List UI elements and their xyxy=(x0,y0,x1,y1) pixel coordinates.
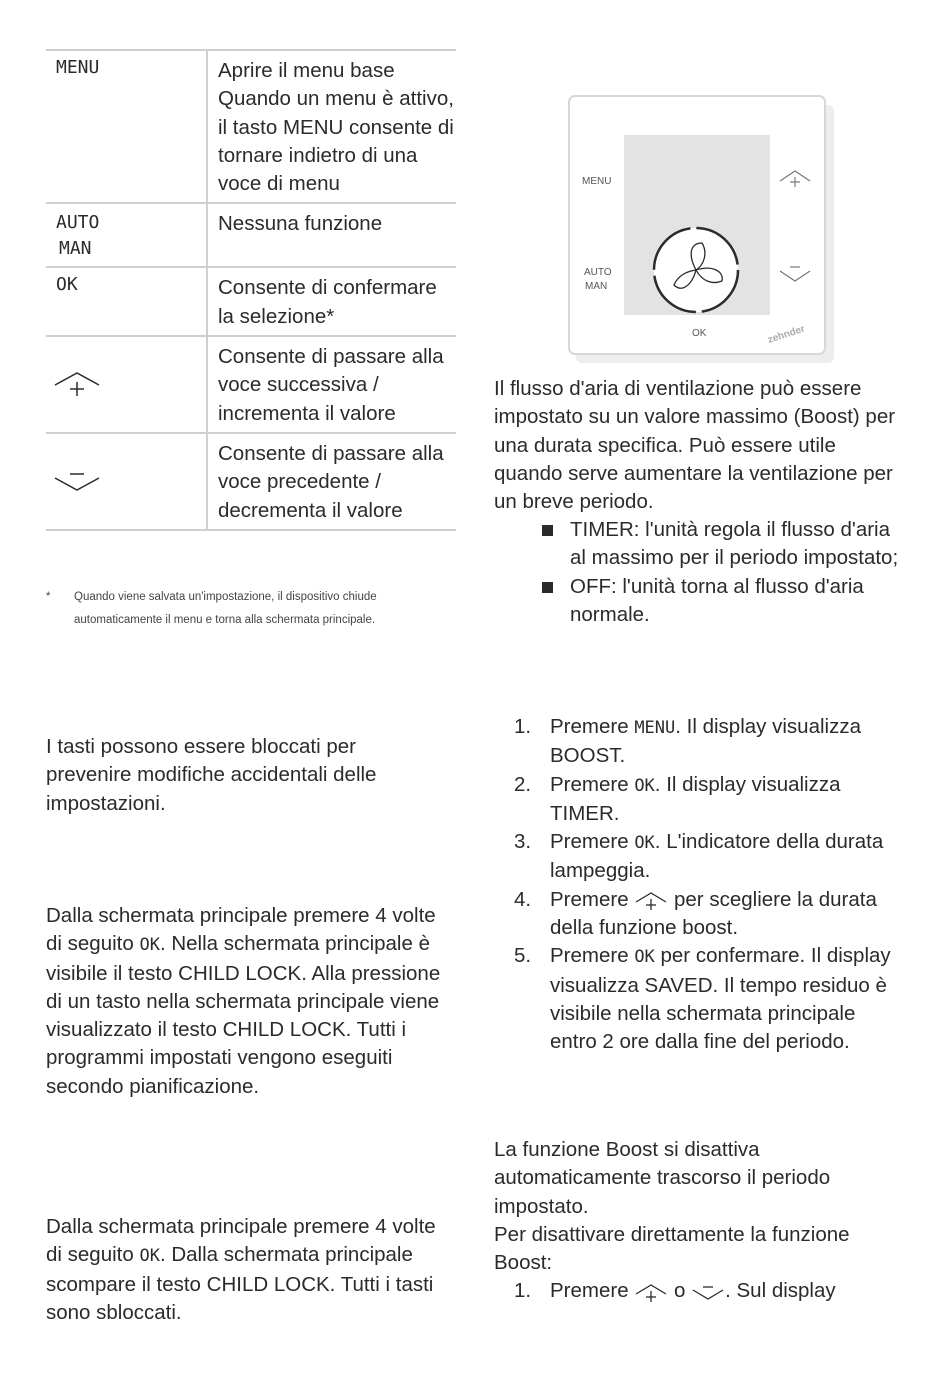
key-cell xyxy=(46,50,207,203)
boost-steps-list xyxy=(510,713,900,1057)
list-item: 5. Premere OK per confermare. Il display visualizza SAVED. Il tempo residuo è visibile nella schermata principale entro 2 ore dalla fine del periodo. xyxy=(514,944,891,1054)
key-cell xyxy=(46,336,207,433)
boost-auto-off-text: La funzione Boost si disattiva automaticamente trascorso il periodo impostato. xyxy=(494,1138,831,1218)
list-item: TIMER: l'unità regola il flusso d'aria al massimo per il periodo impostato; xyxy=(540,516,910,573)
description-cell: Consente di confermare la selezione* xyxy=(218,276,437,328)
list-item: 1. Premere o . Sul display xyxy=(514,1279,836,1302)
description-cell: Aprire il menu base Quando un menu è attivo, il tasto MENU consente di tornare indietro di una voce di menu xyxy=(218,59,454,196)
list-item: OFF: l'unità torna al flusso d'aria normale. xyxy=(540,573,910,630)
footnote-text: Quando viene salvata un'impostazione, il dispositivo chiude automaticamente il menu e torna alla schermata principale. xyxy=(74,591,377,626)
footnote-marker: * xyxy=(46,591,51,603)
bullet-square-icon xyxy=(542,525,553,536)
down-minus-icon xyxy=(691,1280,725,1304)
child-lock-deactivate-text: Dalla schermata principale premere 4 volte di seguito OK. Dalla schermata principale scompare il testo CHILD LOCK. Tutti i tasti sono sbloccati. xyxy=(46,1215,436,1324)
table-row xyxy=(46,267,456,336)
down-minus-icon xyxy=(52,465,102,495)
boost-deactivate-steps xyxy=(510,1277,900,1305)
child-lock-intro: I tasti possono essere bloccati per prevenire modifiche accidentali delle impostazioni. xyxy=(46,735,377,815)
device-ok-label: OK xyxy=(692,328,707,339)
thermostat-device-illustration xyxy=(566,93,836,365)
key-label-man: MAN xyxy=(59,238,92,260)
key-label-menu: MENU xyxy=(56,57,100,78)
up-plus-icon xyxy=(634,1280,668,1304)
bullet-square-icon xyxy=(542,582,553,593)
list-item: 3. Premere OK. L'indicatore della durata lampeggia. xyxy=(514,830,884,883)
key-cell xyxy=(46,433,207,530)
zehnder-logo: zehnder xyxy=(766,323,807,346)
device-man-label: MAN xyxy=(585,281,608,292)
key-cell xyxy=(46,267,207,336)
up-plus-icon xyxy=(52,368,102,398)
menu-key-label: MENU xyxy=(634,718,676,738)
key-label-ok: OK xyxy=(56,274,78,296)
up-plus-icon xyxy=(634,888,668,912)
key-function-table xyxy=(46,49,456,531)
table-row xyxy=(46,336,456,433)
device-auto-label: AUTO xyxy=(584,267,612,278)
table-row xyxy=(46,50,456,203)
table-footnote xyxy=(46,586,456,632)
ok-key-label: OK xyxy=(634,833,655,854)
description-cell: Consente di passare alla voce precedente / decrementa il valore xyxy=(218,441,444,522)
device-menu-label: MENU xyxy=(582,176,612,187)
child-lock-activate-text: Dalla schermata principale premere 4 volte di seguito OK. Nella schermata principale è visibile il testo CHILD LOCK. Alla pressione di un tasto nella schermata principale viene visualizzato il testo CHILD LOCK. Tutti i programmi impostati vengono eseguiti secondo pianificazione. xyxy=(46,904,441,1098)
ok-key-label: OK xyxy=(634,775,655,796)
key-label-auto: AUTO xyxy=(56,212,100,234)
list-item: 1. Premere MENU. Il display visualizza BOOST. xyxy=(514,715,861,768)
list-item: 2. Premere OK. Il display visualizza TIMER. xyxy=(514,772,841,825)
boost-options-list xyxy=(540,516,910,629)
description-cell: Nessuna funzione xyxy=(218,212,383,236)
ok-key-label: OK xyxy=(139,935,160,956)
ok-key-label: OK xyxy=(139,1246,160,1267)
boost-intro: Il flusso d'aria di ventilazione può essere impostato su un valore massimo (Boost) per una durata specifica. Può essere utile quando serve aumentare la ventilazione per un breve periodo. xyxy=(494,377,896,514)
fan-icon xyxy=(654,228,738,312)
ok-key-label: OK xyxy=(634,947,655,968)
list-item: 4. Premere per scegliere la durata della funzione boost. xyxy=(514,887,877,940)
key-cell xyxy=(46,203,207,267)
table-row xyxy=(46,433,456,530)
description-cell: Consente di passare alla voce successiva / incrementa il valore xyxy=(218,345,444,425)
boost-manual-off-text: Per disattivare direttamente la funzione Boost: xyxy=(494,1223,850,1275)
table-row xyxy=(46,203,456,267)
